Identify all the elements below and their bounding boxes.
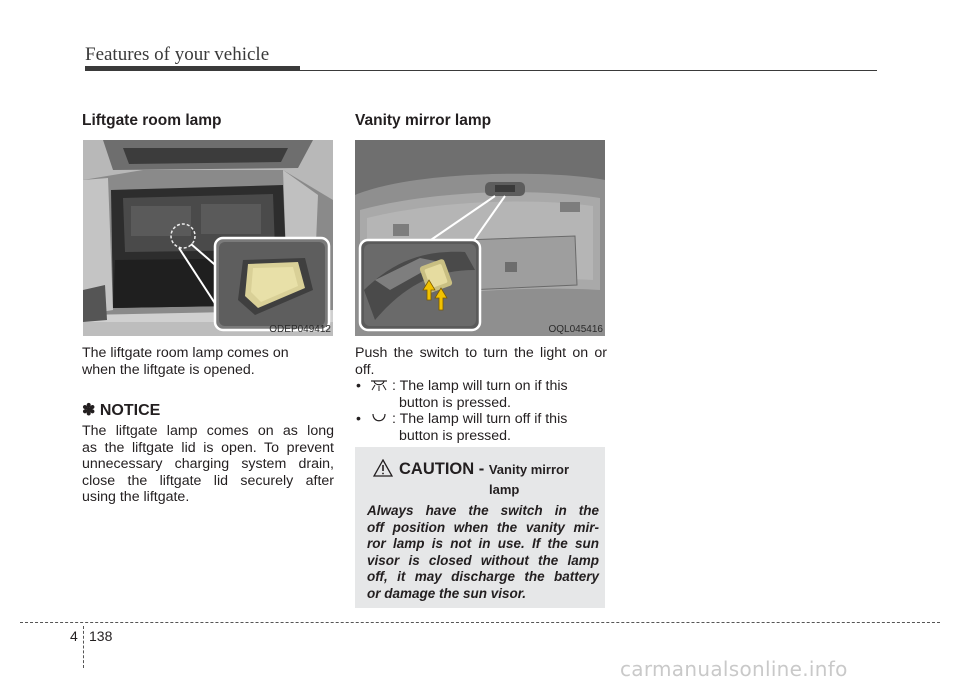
header-rule-thick — [85, 66, 300, 71]
bullet-text: : The lamp will turn off if this — [392, 411, 568, 427]
bullet-lamp-off — [356, 411, 606, 445]
text-line: off position when the vanity mir- — [367, 519, 599, 535]
watermark: carmanualsonline.info — [620, 657, 848, 681]
liftgate-lamp-heading: Liftgate room lamp — [82, 112, 222, 129]
caution-title-text: CAUTION - — [399, 460, 485, 478]
text-line: when the liftgate is opened. — [82, 361, 255, 378]
vanity-mirror-lamp-heading: Vanity mirror lamp — [355, 112, 492, 129]
notice-body — [82, 423, 334, 506]
photo-caption: OQL045416 — [548, 324, 603, 335]
liftgate-lamp-photo — [83, 140, 333, 336]
text-line: or damage the sun visor. — [367, 585, 527, 601]
bullet-text: button is pressed. — [399, 394, 511, 411]
header-rule-thin — [300, 70, 877, 71]
footer-divider — [20, 622, 940, 623]
lamp-off-icon — [368, 411, 390, 430]
liftgate-lamp-description — [82, 345, 332, 378]
lamp-on-icon — [368, 378, 390, 397]
bullet-lamp-on — [356, 378, 606, 412]
text-line: close the liftgate lid securely after — [82, 472, 334, 489]
text-line: ror lamp is not in use. If the sun — [367, 536, 599, 552]
vanity-mirror-intro — [355, 345, 607, 378]
bullet-dot: • — [356, 378, 361, 394]
text-line: Push the switch to turn the light on or — [355, 345, 607, 361]
notice-heading: ✽ NOTICE — [82, 402, 161, 419]
text-line: using the liftgate. — [82, 489, 190, 505]
text-line: The liftgate room lamp comes on — [82, 345, 289, 361]
text-line: as the liftgate lid is open. To prevent — [82, 439, 334, 456]
vanity-mirror-photo — [355, 140, 605, 336]
caution-subtitle: Vanity mirror — [488, 462, 570, 477]
caution-subtitle: lamp — [489, 482, 520, 497]
chapter-header-title: Features of your vehicle — [85, 44, 270, 65]
caution-body — [367, 503, 599, 603]
bullet-dot: • — [356, 411, 361, 427]
bullet-text: : The lamp will turn on if this — [392, 378, 568, 394]
bullet-text: button is pressed. — [399, 427, 511, 444]
page-number: 138 — [89, 628, 113, 644]
warning-triangle-icon — [373, 459, 393, 482]
photo-caption: ODEP049412 — [269, 324, 331, 335]
text-line: Always have the switch in the — [367, 503, 599, 518]
text-line: visor is closed without the lamp — [367, 552, 599, 568]
text-line: off, it may discharge the battery — [367, 569, 599, 585]
chapter-number: 4 — [70, 628, 78, 644]
text-line: The liftgate lamp comes on as long — [82, 423, 334, 439]
text-line: unnecessary charging system drain, — [82, 456, 334, 472]
footer-vertical-divider — [83, 626, 84, 668]
text-line: off. — [355, 361, 375, 378]
caution-title — [399, 460, 569, 479]
caution-box — [355, 447, 605, 608]
